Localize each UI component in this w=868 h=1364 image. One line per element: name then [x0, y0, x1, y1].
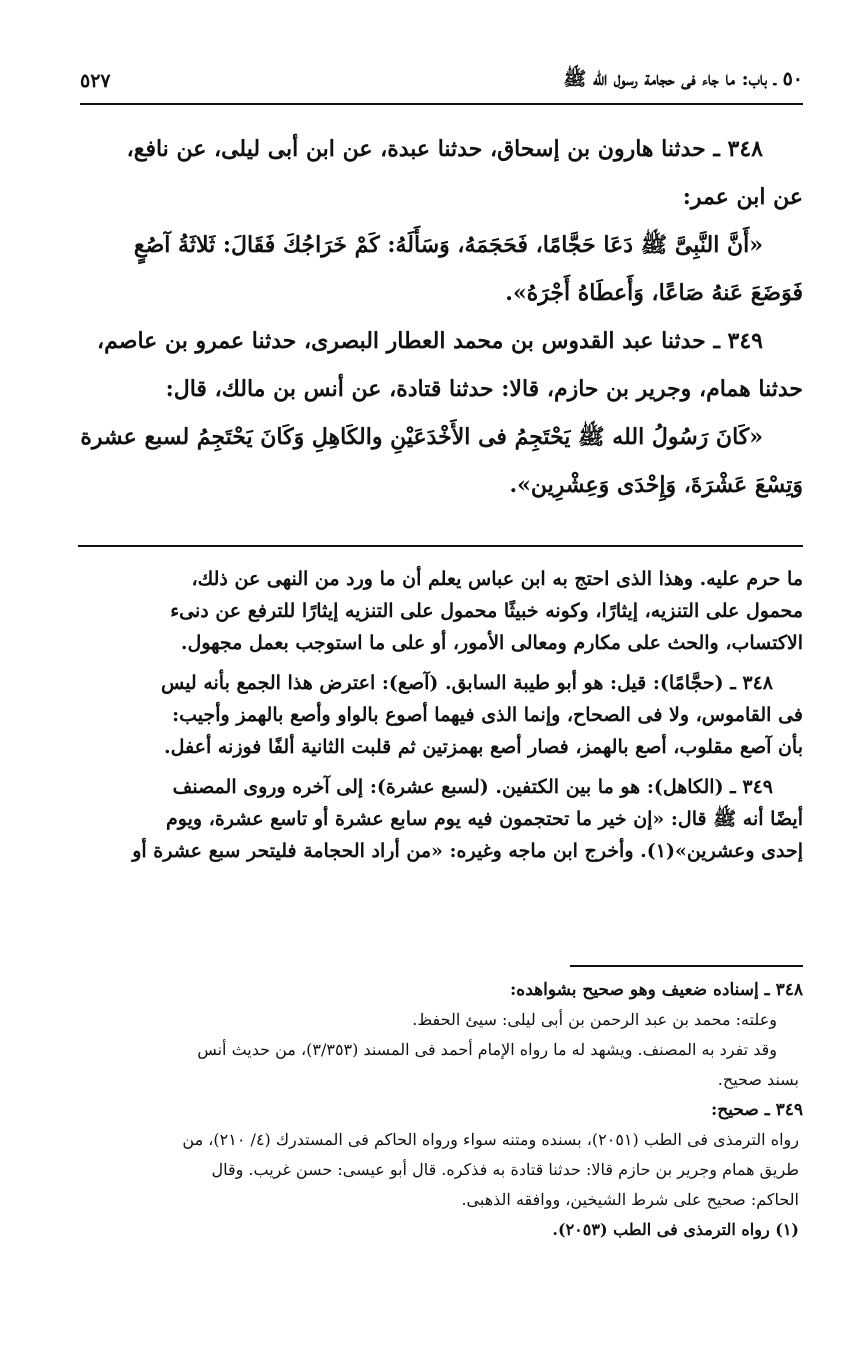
- hadith-348-matn-line-2: فَوَضَعَ عَنهُ صَاعًا، وَأَعطَاهُ أَجْرَهُ».: [505, 280, 803, 306]
- commentary: [78, 563, 803, 875]
- note-line: رواه الترمذى فى الطب (٢٠٥١)، بسنده ومتنه سواء ورواه الحاكم فى المستدرك (٤/ ٢١٠)، من: [182, 1130, 799, 1149]
- commentary-line: ما حرم عليه. وهذا الذى احتج به ابن عباس يعلم أن ما ورد من النهى عن ذلك،: [191, 568, 803, 590]
- page-header: [80, 66, 803, 96]
- commentary-line: بأن آصع مقلوب، أصع بالهمز، فصار أصع بهمزتين ثم قلبت الثانية ألفًا فوزنه أعفل.: [164, 736, 803, 758]
- commentary-paragraph-348: [78, 667, 803, 763]
- hadith-349-matn-line-2: وَتِسْعَ عَشْرَةَ، وَإِحْدَى وَعِشْرِين».: [509, 472, 803, 498]
- note-line: وعلته: محمد بن عبد الرحمن بن أبى ليلى: سيئ الحفظ.: [412, 1010, 777, 1029]
- hadith-text: [78, 125, 803, 509]
- commentary-line: الاكتساب، والحث على مكارم ومعالى الأمور، أو على ما استوجب بعمل مجهول.: [180, 632, 803, 654]
- note-line: الحاكم: صحيح على شرط الشيخين، ووافقه الذهبى.: [461, 1190, 799, 1209]
- footnotes: [78, 975, 803, 1245]
- commentary-line: ٣٤٨ ـ (حجَّامًا): قيل: هو أبو طيبة السابق. (آصع): اعترض هذا الجمع بأنه ليس: [160, 672, 773, 694]
- hadith-349-isnad-line-1: ٣٤٩ ـ حدثنا عبد القدوس بن محمد العطار البصرى، حدثنا عمرو بن عاصم،: [97, 328, 763, 354]
- commentary-paragraph-349: [78, 771, 803, 867]
- commentary-line: فى القاموس، ولا فى الصحاح، وإنما الذى فيهما أصوع بالواو وأصع بالهمز وأجيب:: [172, 704, 803, 726]
- note-line: بسند صحيح.: [717, 1070, 799, 1089]
- commentary-paragraph-1: [78, 563, 803, 659]
- hadith-348-isnad-line-2: عن ابن عمر:: [682, 184, 803, 210]
- hadith-348-matn-line-1: «أَنَّ النَّبِىَّ ﷺ دَعَا حَجَّامًا، فَحَجَمَهُ، وَسَأَلَهُ: كَمْ خَرَاجُكَ فَقَالَ: ثَلاثَةُ آصُعٍ: [133, 232, 763, 258]
- header-divider: [80, 103, 803, 105]
- footnote-1: (١) رواه الترمذى فى الطب (٢٠٥٣).: [552, 1220, 799, 1239]
- note-348-heading: ٣٤٨ ـ إسناده ضعيف وهو صحيح بشواهده:: [510, 980, 803, 1000]
- hadith-348-isnad-line-1: ٣٤٨ ـ حدثنا هارون بن إسحاق، حدثنا عبدة، عن ابن أبى ليلى، عن نافع،: [126, 136, 763, 162]
- note-349-heading: ٣٤٩ ـ صحيح:: [710, 1100, 803, 1120]
- commentary-line: محمول على التنزيه، إيثارًا، وكونه خبيثًا محمول على التنزيه إيثارًا للترفع عن دنىء: [170, 600, 803, 622]
- commentary-line: إحدى وعشرين»(١). وأخرج ابن ماجه وغيره: «من أراد الحجامة فليتحر سبع عشرة أو: [132, 840, 803, 862]
- chapter-title: ٥٠ ـ باب: ما جاء فى حجامة رسول الله ﷺ: [563, 68, 803, 90]
- commentary-line: ٣٤٩ ـ (الكاهل): هو ما بين الكتفين. (لسبع عشرة): إلى آخره وروى المصنف: [172, 776, 773, 798]
- page-number: ٥٢٧: [80, 70, 111, 92]
- commentary-line: أيضًا أنه ﷺ قال: «إن خير ما تحتجمون فيه يوم سابع عشرة أو تاسع عشرة، ويوم: [166, 808, 803, 830]
- hadith-349-matn-line-1: «كَانَ رَسُولُ الله ﷺ يَحْتَجِمُ فى الأَخْدَعَيْنِ والكَاهِلِ وَكَانَ يَحْتَجِمُ لسبع عشرة: [80, 424, 763, 450]
- note-line: وقد تفرد به المصنف. ويشهد له ما رواه الإمام أحمد فى المسند (٣/٣٥٣)، من حديث أنس: [197, 1040, 777, 1059]
- footnote-divider: [570, 965, 803, 967]
- note-line: طريق همام وجرير بن حازم قالا: حدثنا قتادة به فذكره. قال أبو عيسى: حسن غريب. وقال: [211, 1160, 799, 1179]
- hadith-349-isnad-line-2: حدثنا همام، وجرير بن حازم، قالا: حدثنا قتادة، عن أنس بن مالك، قال:: [165, 376, 803, 402]
- section-divider: [78, 545, 803, 547]
